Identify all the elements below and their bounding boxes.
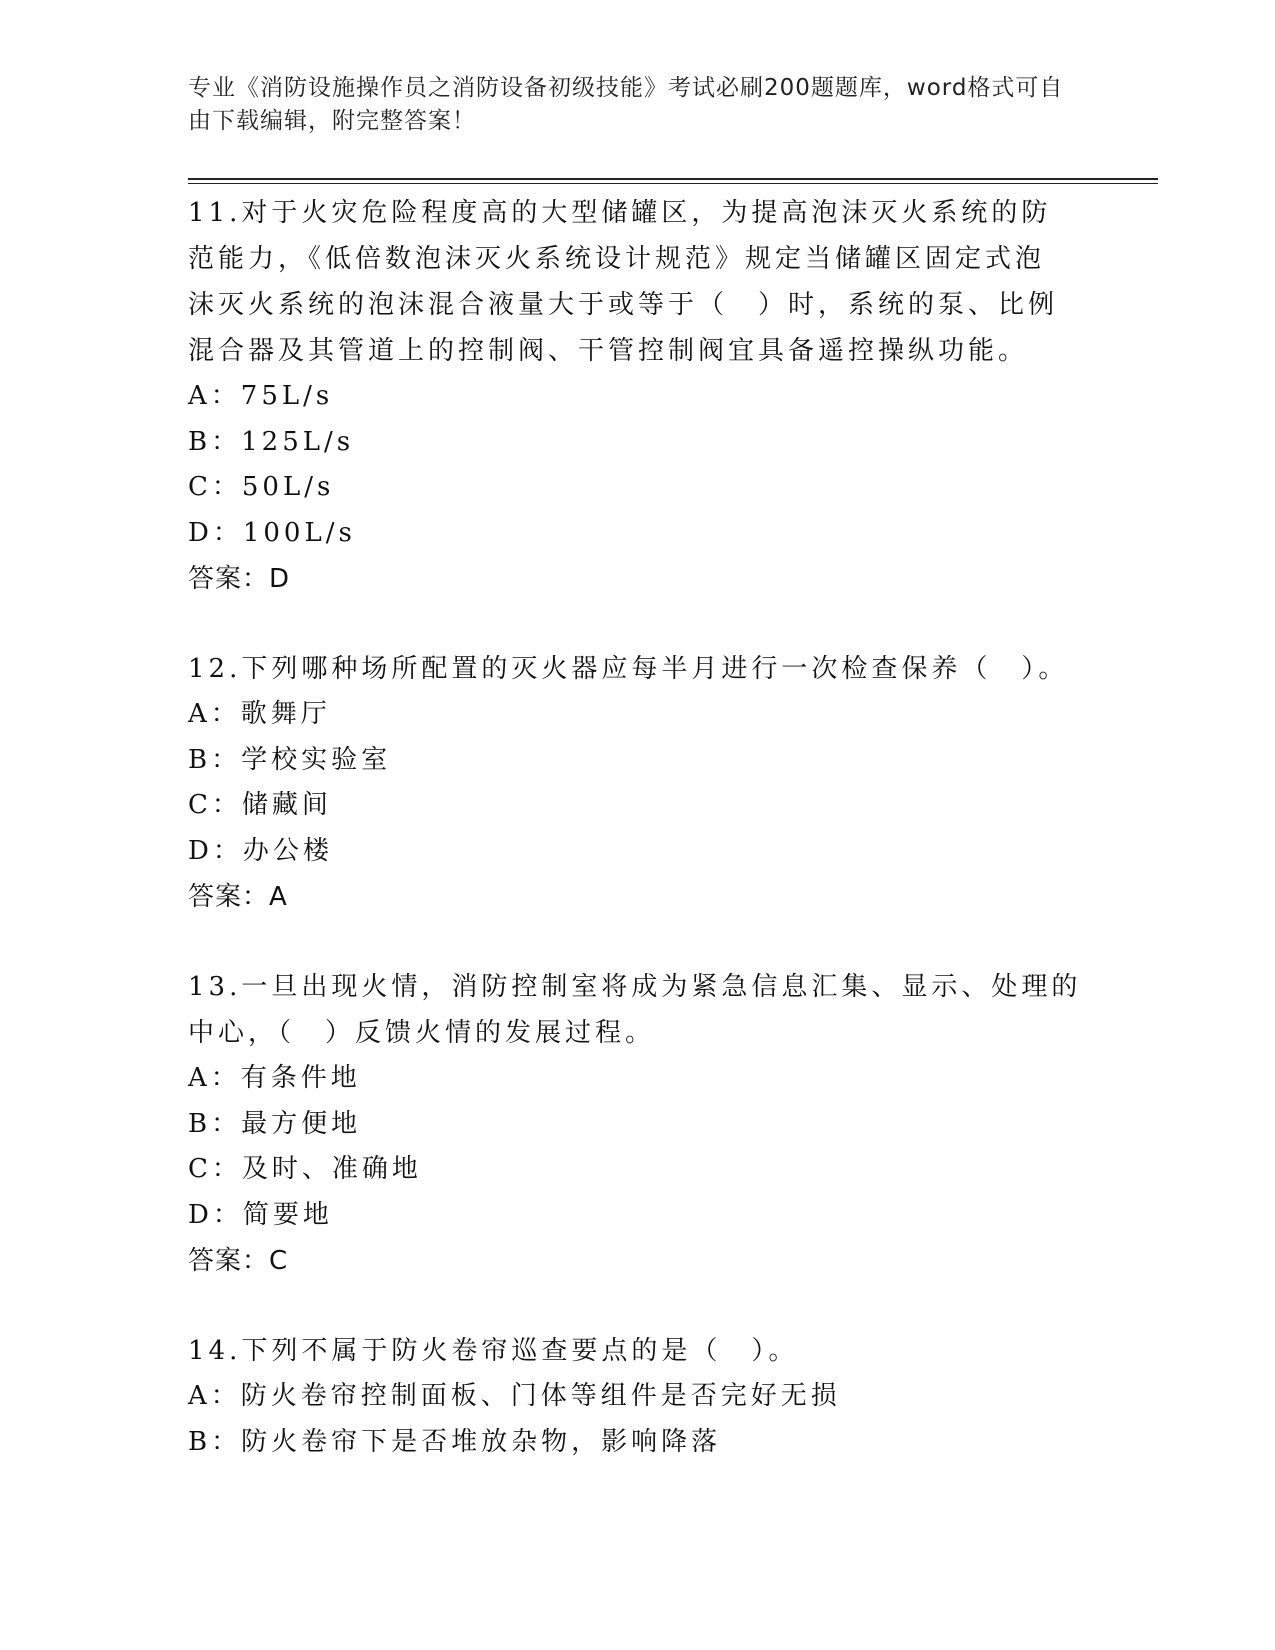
- option-b: B：125L/s: [188, 426, 355, 457]
- option-d: D：简要地: [188, 1199, 333, 1230]
- document-header: 专业《消防设施操作员之消防设备初级技能》考试必刷200题题库，word格式可自由下载编辑，附完整答案！: [188, 75, 1064, 134]
- question-stem: 14.下列不属于防火卷帘巡查要点的是（ ）。: [188, 1336, 799, 1366]
- option-c: C：储藏间: [188, 790, 332, 820]
- question-stem: 12.下列哪种场所配置的灭火器应每半月进行一次检查保养（ ）。: [188, 654, 1069, 684]
- option-c: C：50L/s: [188, 472, 335, 502]
- answer: 答案：C: [188, 1246, 289, 1276]
- answer: 答案：A: [188, 882, 288, 912]
- option-c: C：及时、准确地: [188, 1154, 422, 1184]
- option-d: D：100L/s: [188, 517, 356, 548]
- answer: 答案：D: [188, 564, 291, 594]
- question-stem: 13.一旦出现火情，消防控制室将成为紧急信息汇集、显示、处理的中心，（ ）反馈火情的发展过程。: [188, 972, 1082, 1048]
- option-a: A：75L/s: [188, 381, 334, 411]
- question-11: [188, 190, 1088, 602]
- option-b: B：防火卷帘下是否堆放杂物，影响降落: [188, 1426, 722, 1457]
- option-b: B：最方便地: [188, 1108, 362, 1139]
- question-13: [188, 964, 1088, 1284]
- question-stem: 11.对于火灾危险程度高的大型储罐区，为提高泡沫灭火系统的防范能力，《低倍数泡沫灭火系统设计规范》规定当储罐区固定式泡沫灭火系统的泡沫混合液量大于或等于（ ）时，系统的泵、比例混合器及其管道上的控制阀、干管控制阀宜具备遥控操纵功能。: [188, 198, 1059, 366]
- question-list: [188, 190, 1088, 1509]
- question-14: [188, 1328, 1088, 1465]
- option-a: A：有条件地: [188, 1063, 361, 1093]
- question-12: [188, 646, 1088, 920]
- option-a: A：防火卷帘控制面板、门体等组件是否完好无损: [188, 1381, 841, 1411]
- header-divider: [188, 178, 1158, 180]
- option-b: B：学校实验室: [188, 744, 392, 775]
- option-d: D：办公楼: [188, 835, 333, 866]
- option-a: A：歌舞厅: [188, 699, 331, 729]
- header-divider-thin: [188, 183, 1158, 184]
